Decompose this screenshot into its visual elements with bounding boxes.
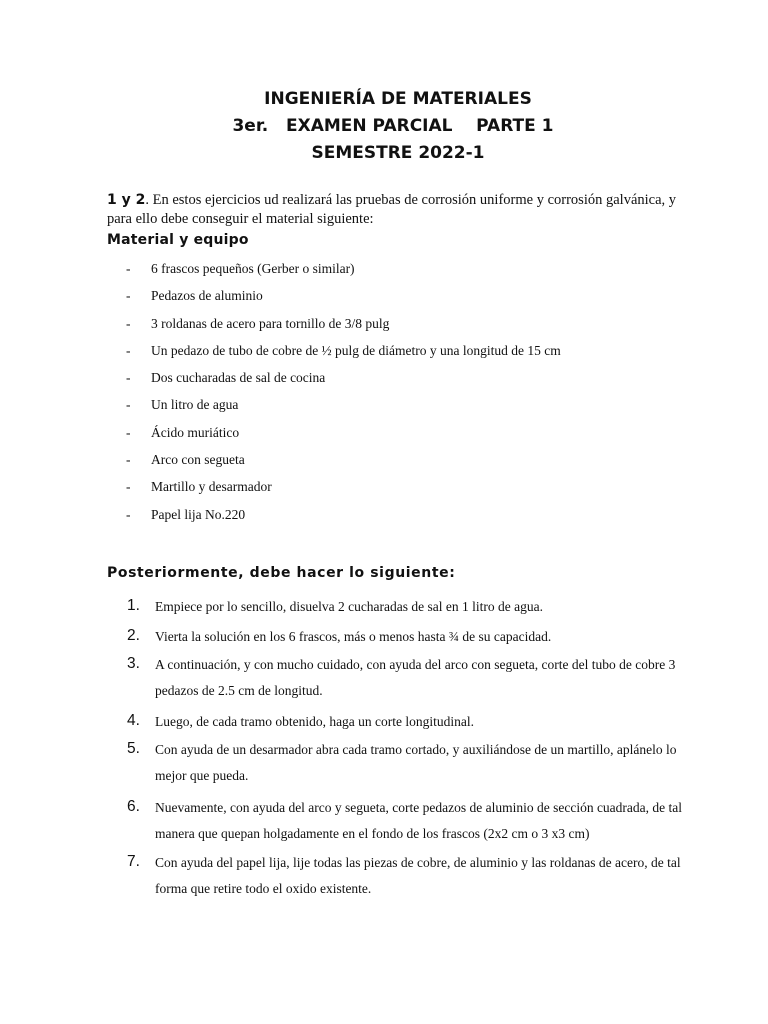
- list-item: [126, 505, 561, 532]
- step-text: Vierta la solución en los 6 frascos, más o menos hasta ¾ de su capacidad.: [155, 629, 552, 644]
- list-item: [126, 477, 561, 504]
- step-text: Luego, de cada tramo obtenido, haga un corte longitudinal.: [155, 714, 475, 729]
- materials-list: [126, 259, 561, 532]
- step-number: 4.: [127, 712, 140, 729]
- bullet-dash: -: [126, 506, 131, 522]
- bullet-dash: -: [126, 424, 131, 440]
- step-number: 7.: [127, 853, 140, 870]
- step-number: 3.: [127, 655, 140, 672]
- procedure-step: [127, 594, 697, 624]
- step-text: Con ayuda de un desarmador abra cada tramo cortado, y auxiliándose de un martillo, aplánelo lo mejor que pueda.: [155, 742, 677, 783]
- bullet-dash: -: [126, 261, 131, 276]
- step-text: Empiece por lo sencillo, disuelva 2 cucharadas de sal en 1 litro de agua.: [155, 599, 543, 614]
- procedure-step: [127, 624, 697, 652]
- intro-text: . En estos ejercicios ud realizará las pruebas de corrosión uniforme y corrosión galvánica, y para ello debe conseguir el material siguiente:: [107, 192, 677, 227]
- list-item-text: Un litro de agua: [151, 397, 239, 413]
- list-item: [126, 368, 561, 395]
- list-item: [126, 286, 561, 313]
- list-item: [126, 395, 561, 422]
- title-course: INGENIERÍA DE MATERIALES: [264, 89, 532, 109]
- step-number: 6.: [127, 798, 140, 815]
- bullet-dash: -: [126, 397, 131, 413]
- list-item-text: Papel lija No.220: [151, 506, 246, 522]
- step-text: Nuevamente, con ayuda del arco y segueta, corte pedazos de aluminio de sección cuadrada, de tal manera que quepan holgadamente en el fondo de los frascos (2x2 cm o 3 x3 cm): [155, 800, 683, 841]
- procedure-step: [127, 850, 697, 902]
- list-item-text: Un pedazo de tubo de cobre de ½ pulg de diámetro y una longitud de 15 cm: [151, 342, 561, 358]
- intro-paragraph: [107, 191, 697, 229]
- list-item-text: Dos cucharadas de sal de cocina: [151, 370, 326, 386]
- bullet-dash: -: [126, 370, 131, 386]
- bullet-dash: -: [126, 288, 131, 304]
- title-semester: SEMESTRE 2022-1: [311, 143, 485, 163]
- procedure-heading: Posteriormente, debe hacer lo siguiente:: [107, 565, 456, 581]
- procedure-steps: [127, 594, 697, 902]
- procedure-step: [127, 709, 697, 737]
- intro-exercise-number: 1 y 2: [107, 192, 146, 208]
- list-item-text: Martillo y desarmador: [151, 479, 272, 495]
- list-item-text: Arco con segueta: [151, 452, 245, 468]
- bullet-dash: -: [126, 479, 131, 495]
- list-item-text: Pedazos de aluminio: [151, 288, 263, 304]
- procedure-step: [127, 795, 697, 850]
- title-exam: 3er. EXAMEN PARCIAL PARTE 1: [232, 116, 554, 136]
- list-item: [126, 259, 561, 286]
- list-item: [126, 341, 561, 368]
- list-item: [126, 314, 561, 341]
- step-number: 5.: [127, 740, 140, 757]
- list-item: [126, 450, 561, 477]
- list-item-text: 6 frascos pequeños (Gerber o similar): [151, 261, 355, 276]
- step-text: Con ayuda del papel lija, lije todas las piezas de cobre, de aluminio y las roldanas de acero, de tal forma que retire todo el oxido existente.: [155, 855, 681, 896]
- bullet-dash: -: [126, 452, 131, 468]
- procedure-step: [127, 737, 697, 795]
- list-item-text: Ácido muriático: [151, 424, 240, 440]
- list-item-text: 3 roldanas de acero para tornillo de 3/8 pulg: [151, 315, 390, 331]
- step-number: 1.: [127, 597, 140, 614]
- procedure-step: [127, 652, 697, 709]
- step-number: 2.: [127, 627, 140, 644]
- bullet-dash: -: [126, 315, 131, 331]
- document-title: [0, 86, 768, 167]
- material-heading: Material y equipo: [107, 232, 249, 248]
- step-text: A continuación, y con mucho cuidado, con ayuda del arco con segueta, corte del tubo de cobre 3 pedazos de 2.5 cm de longitud.: [155, 657, 676, 698]
- list-item: [126, 423, 561, 450]
- bullet-dash: -: [126, 342, 131, 358]
